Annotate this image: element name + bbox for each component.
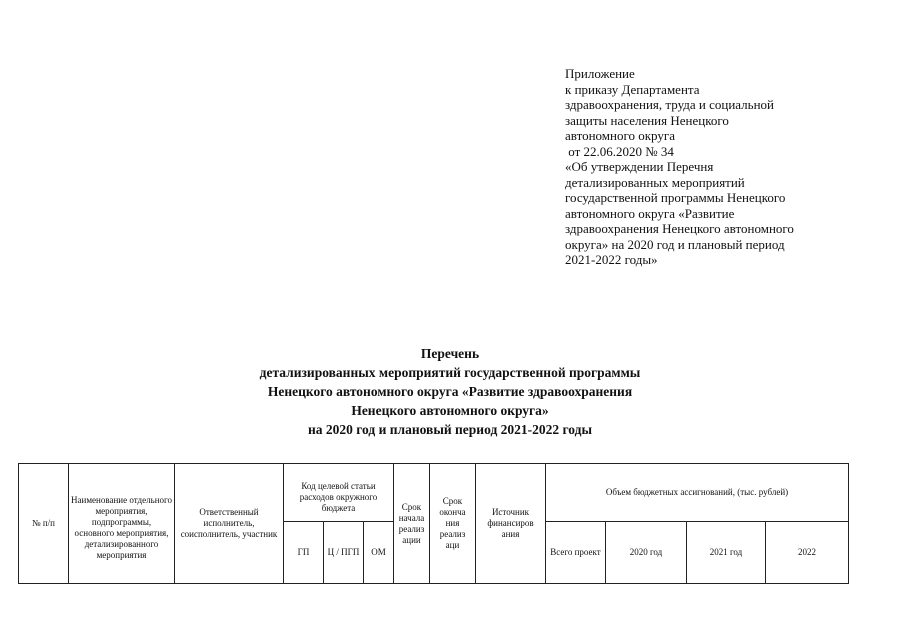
title-line: Ненецкого автономного округа «Развитие здравоохранения [267,384,633,399]
appendix-block [565,66,865,268]
header-c-pgp: Ц / ПГП [324,522,364,584]
appendix-line: 2021-2022 годы» [565,252,658,267]
appendix-line: от 22.06.2020 № 34 [565,143,674,159]
appendix-line: автономного округа «Развитие [565,205,735,221]
header-budget-volume: Объем бюджетных ассигнований, (тыс. рублей) [546,464,849,522]
header-responsible: Ответственный исполнитель, соисполнитель, участник [175,464,284,584]
header-start-date: Срок начала реализ ации [394,464,430,584]
header-measure-name: Наименование отдельного мероприятия, подпрограммы, основного мероприятия, детализированного мероприятия [69,464,175,584]
title-line: Перечень [420,346,480,361]
header-budget-code: Код целевой статьи расходов окружного бюджета [284,464,394,522]
header-total-project: Всего проект [546,522,606,584]
appendix-line: автономного округа [565,128,675,143]
appendix-line: защиты населения Ненецкого [565,112,729,128]
document-title [120,344,780,439]
appendix-line: здравоохранения, труда и социальной [565,97,774,112]
title-line: Ненецкого автономного округа» [351,403,549,418]
appendix-line: «Об утверждении Перечня [565,159,714,174]
title-line: на 2020 год и плановый период 2021-2022 годы [307,422,593,437]
header-year-2022: 2022 [766,522,849,584]
header-number: № п/п [19,464,69,584]
appendix-line: детализированных мероприятий [565,174,745,190]
appendix-line: округа» на 2020 год и плановый период [565,236,785,252]
header-funding-source: Источник финансиров ания [476,464,546,584]
title-line: детализированных мероприятий государственной программы [259,365,641,380]
appendix-line: к приказу Департамента [565,81,700,97]
appendix-line: здравоохранения Ненецкого автономного [565,221,794,236]
header-gp: ГП [284,522,324,584]
appendix-line: Приложение [565,66,635,81]
appendix-line: государственной программы Ненецкого [565,190,786,205]
header-end-date: Срок оконча ния реализ аци [430,464,476,584]
header-year-2021: 2021 год [687,522,766,584]
measures-table-header [18,463,849,584]
header-year-2020: 2020 год [606,522,687,584]
header-om: ОМ [364,522,394,584]
